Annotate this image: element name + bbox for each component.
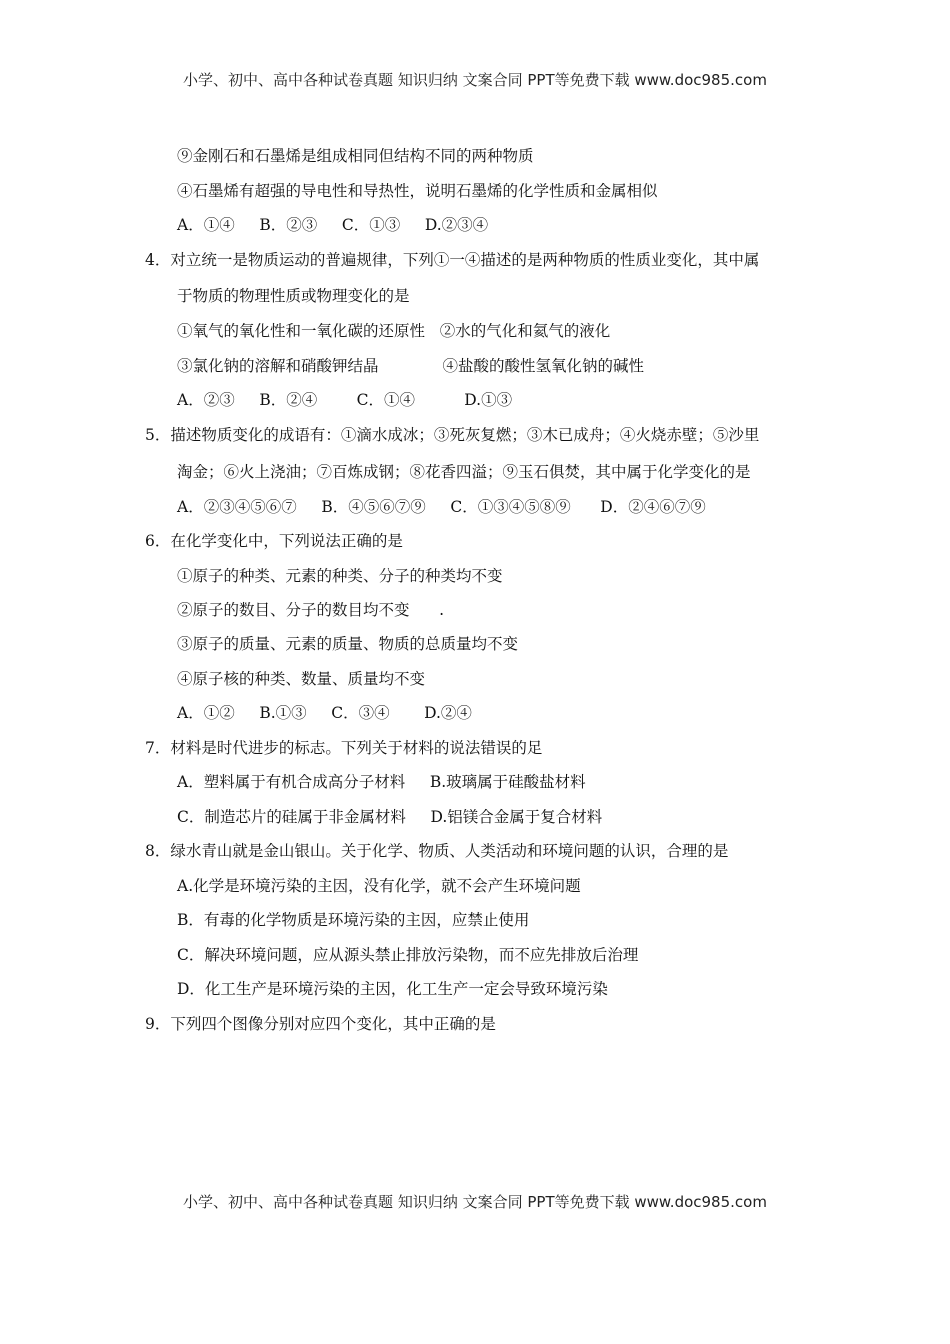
- q7-options-ab: A．塑料属于有机合成高分子材料 B.玻璃属于硅酸盐材料: [177, 773, 586, 791]
- q6-statement-2: ②原子的数目、分子的数目均不变 .: [177, 601, 444, 619]
- q3-statement-4: ④石墨烯有超强的导电性和导热性，说明石墨烯的化学性质和金属相似: [177, 182, 658, 200]
- q5-options: A．②③④⑤⑥⑦ B．④⑤⑥⑦⑨ C．①③④⑤⑧⑨ D．②④⑥⑦⑨: [177, 498, 706, 516]
- page-header: 小学、初中、高中各种试卷真题 知识归纳 文案合同 PPT等免费下载 www.doc985.com: [183, 71, 767, 89]
- q6-stem: 6．在化学变化中，下列说法正确的是: [145, 532, 403, 550]
- q6-statement-3: ③原子的质量、元素的质量、物质的总质量均不变: [177, 635, 519, 653]
- q7-options-cd: C．制造芯片的硅属于非金属材料 D.铝镁合金属于复合材料: [177, 808, 603, 826]
- q8-option-a: A.化学是环境污染的主因，没有化学，就不会产生环境问题: [177, 877, 581, 895]
- q6-statement-4: ④原子核的种类、数量、质量均不变: [177, 670, 426, 688]
- q6-statement-1: ①原子的种类、元素的种类、分子的种类均不变: [177, 567, 503, 585]
- q8-option-d: D．化工生产是环境污染的主因，化工生产一定会导致环境污染: [177, 980, 608, 998]
- q4-stem: 4．对立统一是物质运动的普遍规律，下列①一④描述的是两种物质的性质业变化，其中属: [145, 251, 760, 269]
- page-footer: 小学、初中、高中各种试卷真题 知识归纳 文案合同 PPT等免费下载 www.doc985.com: [183, 1193, 767, 1211]
- q9-stem: 9．下列四个图像分别对应四个变化，其中正确的是: [145, 1015, 496, 1033]
- q4-statements-1-2: ①氧气的氧化性和一氧化碳的还原性 ②水的气化和氦气的液化: [177, 322, 611, 340]
- q8-option-c: C．解决环境问题，应从源头禁止排放污染物，而不应先排放后治理: [177, 946, 639, 964]
- q6-options: A．①② B.①③ C．③④ D.②④: [177, 704, 472, 722]
- q3-statement-3: ⑨金刚石和石墨烯是组成相同但结构不同的两种物质: [177, 147, 534, 165]
- q8-stem: 8．绿水青山就是金山银山。关于化学、物质、人类活动和环境问题的认识，合理的是: [145, 842, 729, 860]
- q8-option-b: B．有毒的化学物质是环境污染的主因，应禁止使用: [177, 911, 530, 929]
- q7-stem: 7．材料是时代进步的标志。下列关于材料的说法错误的足: [145, 739, 543, 757]
- q4-stem-cont: 于物质的物理性质或物理变化的是: [177, 287, 410, 305]
- q5-stem-cont: 淘金；⑥火上浇油；⑦百炼成钢；⑧花香四溢；⑨玉石俱焚，其中属于化学变化的是: [177, 463, 751, 481]
- q4-statements-3-4: ③氯化钠的溶解和硝酸钾结晶 ④盐酸的酸性氢氧化钠的碱性: [177, 357, 645, 375]
- q4-options: A．②③ B．②④ C．①④ D.①③: [177, 391, 513, 409]
- q3-options: A．①④ B．②③ C．①③ D.②③④: [177, 216, 489, 234]
- q5-stem: 5．描述物质变化的成语有：①滴水成冰；③死灰复燃；③木已成舟；④火烧赤壁；⑤沙里: [145, 426, 760, 444]
